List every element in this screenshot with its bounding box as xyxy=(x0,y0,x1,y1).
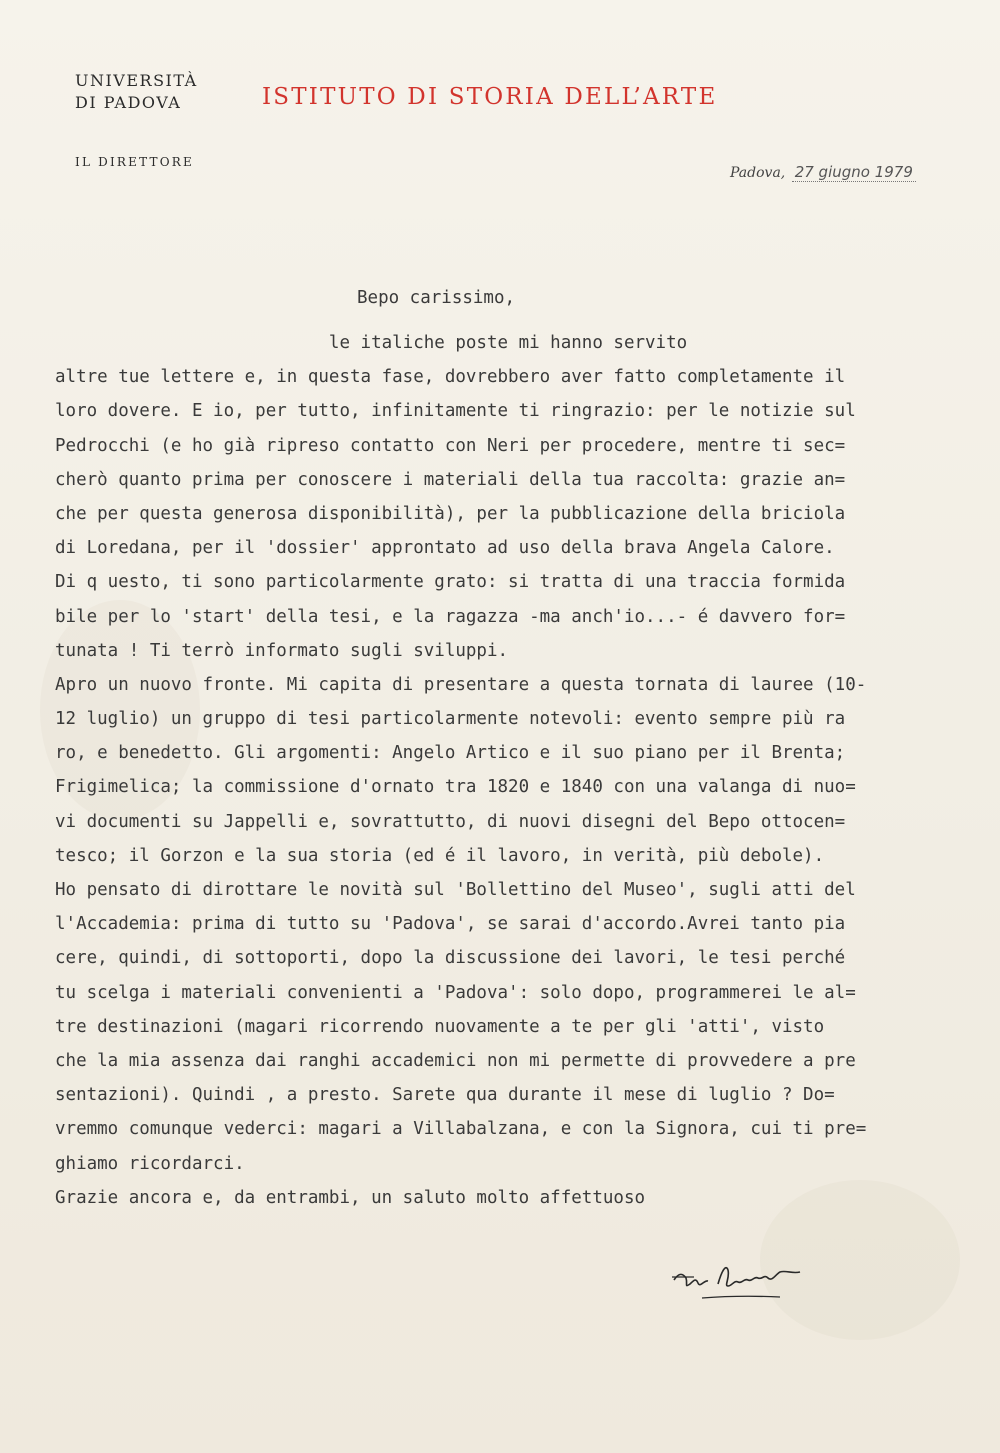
letter-line: Ho pensato di dirottare le novità sul 'Bollettino del Museo', sugli atti del xyxy=(55,880,856,900)
letter-line: tu scelga i materiali convenienti a 'Padova': solo dopo, programmerei le al= xyxy=(55,982,856,1003)
university-line-1: UNIVERSITÀ xyxy=(75,71,198,90)
letter-line: altre tue lettere e, in questa fase, dovrebbero aver fatto completamente il xyxy=(55,367,846,388)
letter-line: vremmo comunque vederci: magari a Villabalzana, e con la Signora, cui ti pre= xyxy=(55,1119,867,1140)
letter-line: tunata ! Ti terrò informato sugli sviluppi. xyxy=(55,640,509,661)
letter-line: che per questa generosa disponibilità), per la pubblicazione della briciola xyxy=(55,503,846,524)
letter-body xyxy=(55,326,955,1215)
letter-line: Grazie ancora e, da entrambi, un saluto molto affettuoso xyxy=(55,1187,646,1208)
letter-line: vi documenti su Jappelli e, sovrattutto, di nuovi disegni del Bepo ottocen= xyxy=(55,811,846,832)
letter-line: ro, e benedetto. Gli argomenti: Angelo Artico e il suo piano per il Brenta; xyxy=(55,743,846,764)
dateline xyxy=(730,163,916,181)
handwritten-signature xyxy=(668,1250,818,1310)
letter-line: l'Accademia: prima di tutto su 'Padova', se sarai d'accordo.Avrei tanto pia xyxy=(55,914,846,935)
letter-line: loro dovere. E io, per tutto, infinitamente ti ringrazio: per le notizie sul xyxy=(55,401,856,422)
letter-line: di Loredana, per il 'dossier' approntato ad uso della brava Angela Calore. xyxy=(55,538,835,559)
salutation: Bepo carissimo, xyxy=(357,288,516,308)
letter-line: tesco; il Gorzon e la sua storia (ed é il lavoro, in verità, più debole). xyxy=(55,845,825,866)
letter-line: Frigimelica; la commissione d'ornato tra 1820 e 1840 con una valanga di nuo= xyxy=(55,777,856,798)
letter-line: bile per lo 'start' della tesi, e la ragazza -ma anch'io...- é davvero for= xyxy=(55,606,846,627)
letter-line: cere, quindi, di sottoporti, dopo la discussione dei lavori, le tesi perché xyxy=(55,948,846,969)
letter-line: cherò quanto prima per conoscere i materiali della tua raccolta: grazie an= xyxy=(55,469,846,490)
letter-line: Apro un nuovo fronte. Mi capita di presentare a questa tornata di lauree (10- xyxy=(55,674,867,695)
institute-heading: ISTITUTO DI STORIA DELL’ARTE xyxy=(262,84,718,110)
letter-line: Di q uesto, ti sono particolarmente grato: si tratta di una traccia formida xyxy=(55,572,846,593)
letter-line: Pedrocchi (e ho già ripreso contatto con Neri per procedere, mentre ti sec= xyxy=(55,435,846,456)
letter-line: ghiamo ricordarci. xyxy=(55,1153,245,1174)
director-label: IL DIRETTORE xyxy=(75,155,194,169)
letter-line: le italiche poste mi hanno servito xyxy=(55,333,688,353)
letter-line: sentazioni). Quindi , a presto. Sarete qua durante il mese di luglio ? Do= xyxy=(55,1085,835,1106)
date-value: 27 giugno 1979 xyxy=(792,163,916,182)
letter-line: tre destinazioni (magari ricorrendo nuovamente a te per gli 'atti', visto xyxy=(55,1016,825,1037)
place-label: Padova, xyxy=(730,165,786,181)
letter-line: 12 luglio) un gruppo di tesi particolarmente notevoli: evento sempre più ra xyxy=(55,709,846,730)
university-line-2: DI PADOVA xyxy=(75,93,182,112)
university-name xyxy=(75,70,198,114)
letter-line: che la mia assenza dai ranghi accademici non mi permette di provvedere a pre xyxy=(55,1050,856,1071)
